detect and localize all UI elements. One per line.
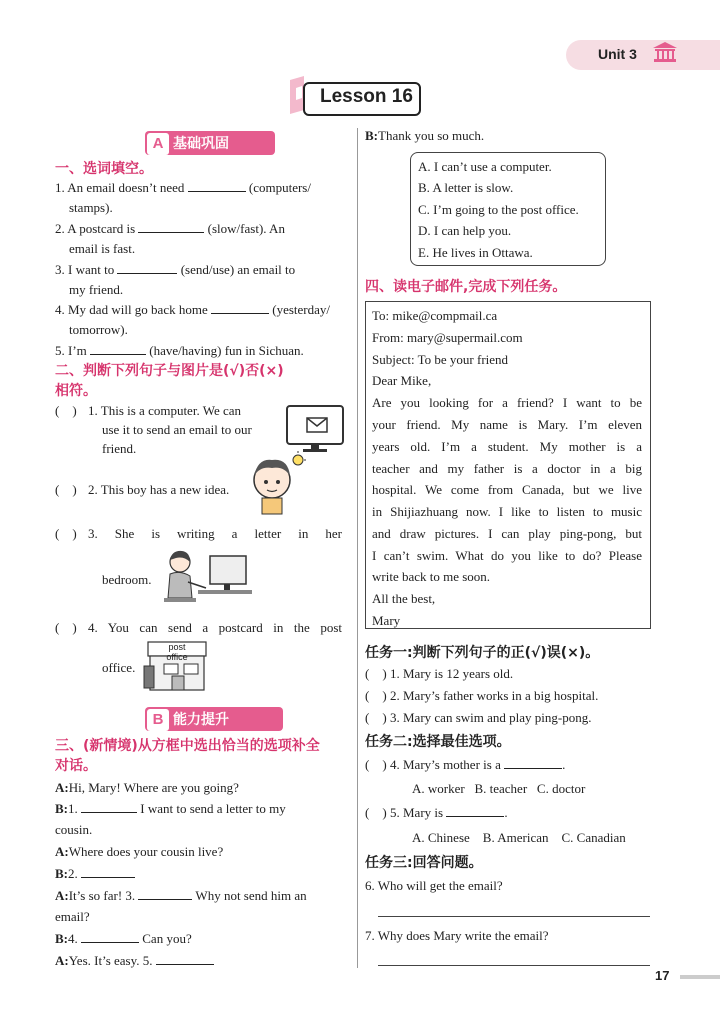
email-line: Mary (372, 613, 401, 628)
task2-title: 任务二:选择最佳选项。 (365, 734, 511, 750)
p1-q3-line1: 3. I want to (send/use) an email to (55, 262, 296, 277)
p1-q2-line1: 2. A postcard is (slow/fast). An (55, 221, 285, 236)
email-line: your friend. My name is Mary. I’m eleven (372, 417, 642, 432)
page-bar (680, 975, 720, 979)
p2-q4-paren: ( ) (55, 620, 77, 635)
section-a-badge (145, 131, 275, 155)
task1-paren: ( ) (365, 688, 387, 703)
lesson-title: Lesson 16 (320, 86, 413, 107)
task1-item-1: 1. Mary is 12 years old. (390, 666, 514, 681)
p1-q5-line1: 5. I’m (have/having) fun in Sichuan. (55, 343, 304, 358)
task1-title: 任务一:判断下列句子的正(√)误(×)。 (365, 645, 600, 661)
task2-q4-options: A. worker B. teacher C. doctor (412, 781, 586, 796)
part3-title-line1: 三、(新情境)从方框中选出恰当的选项补全 (55, 738, 320, 754)
section-a-label: 基础巩固 (173, 135, 229, 151)
dialog-line-8: B:4. Can you? (55, 931, 192, 946)
unit-label: Unit 3 (598, 46, 637, 62)
dialog-line-3: cousin. (55, 822, 93, 837)
p2-q3-paren: ( ) (55, 526, 77, 541)
building-icon (652, 41, 678, 63)
p2-q2-paren: ( ) (55, 482, 77, 497)
part4-title: 四、读电子邮件,完成下列任务。 (365, 279, 567, 295)
dialog-line-7: email? (55, 909, 90, 924)
email-line: years old. I’m a student. My mother is a (372, 439, 642, 454)
p1-q4-line1: 4. My dad will go back home (yesterday/ (55, 302, 330, 317)
p1-q1-line2: stamps). (69, 200, 113, 215)
p2-q4-line1: 4. You can send a postcard in the post (88, 620, 342, 635)
part3-title-line2: 对话。 (55, 758, 97, 774)
task2-q4: 4. Mary’s mother is a . (390, 757, 566, 772)
email-line: and draw pictures. I can play ping-pong, but (372, 526, 642, 541)
task1-paren: ( ) (365, 710, 387, 725)
p1-q2-line2: email is fast. (69, 241, 136, 256)
email-line: in Shijiazhuang now. I like to listen to music (372, 504, 642, 519)
dialog-line-6: A:It’s so far! 3. Why not send him an (55, 888, 307, 903)
section-b-badge (145, 707, 283, 731)
email-line: write back to me soon. (372, 569, 491, 584)
email-line: teacher and my father is a doctor in a big (372, 461, 642, 476)
option-c: C. I’m going to the post office. (418, 202, 579, 217)
p2-q1-paren: ( ) (55, 403, 77, 418)
email-line: Dear Mike, (372, 373, 432, 388)
option-d: D. I can help you. (418, 223, 512, 238)
task2-paren: ( ) (365, 805, 387, 820)
p2-q4-line2: office. (102, 660, 136, 675)
task1-item-3: 3. Mary can swim and play ping-pong. (390, 710, 592, 725)
option-e: E. He lives in Ottawa. (418, 245, 533, 260)
task1-paren: ( ) (365, 666, 387, 681)
answer-line-6 (378, 916, 650, 917)
dialog-right-line: B:Thank you so much. (365, 128, 485, 143)
section-b-label: 能力提升 (173, 711, 229, 727)
p1-q3-line2: my friend. (69, 282, 124, 297)
email-line: From: mary@supermail.com (372, 330, 523, 345)
part1-title: 一、选词填空。 (55, 161, 153, 177)
p2-q3-line2: bedroom. (102, 572, 152, 587)
task2-q5: 5. Mary is . (390, 805, 508, 820)
p1-q1-line1: 1. An email doesn’t need (computers/ (55, 180, 311, 195)
option-b: B. A letter is slow. (418, 180, 514, 195)
p2-q1-line3: friend. (102, 441, 137, 456)
page-number: 17 (655, 968, 670, 983)
email-line: All the best, (372, 591, 436, 606)
section-b-letter: B (147, 709, 169, 731)
p1-q4-line2: tomorrow). (69, 322, 128, 337)
answer-line-7 (378, 965, 650, 966)
task2-q5-options: A. Chinese B. American C. Canadian (412, 830, 626, 845)
option-a: A. I can’t use a computer. (418, 159, 552, 174)
email-line: To: mike@compmail.ca (372, 308, 498, 323)
dialog-line-9: A:Yes. It’s easy. 5. (55, 951, 214, 971)
post-office-sign: post office (166, 642, 188, 662)
task3-q6: 6. Who will get the email? (365, 878, 503, 893)
unit-tab (566, 40, 720, 70)
task1-item-2: 2. Mary’s father works in a big hospital. (390, 688, 599, 703)
computer-monitor-icon (285, 404, 347, 454)
dialog-line-4: A:Where does your cousin live? (55, 844, 224, 859)
p2-q1-line1: 1. This is a computer. We can (88, 403, 241, 418)
email-line: Are you looking for a friend? I want to be (372, 395, 642, 410)
email-line: hospital. We come from Canada, but we live (372, 482, 642, 497)
p2-q2-line1: 2. This boy has a new idea. (88, 482, 230, 497)
dialog-line-2: B:1. I want to send a letter to my (55, 801, 286, 816)
column-divider (357, 128, 358, 968)
email-line: Subject: To be your friend (372, 352, 509, 367)
boy-idea-illustration (246, 450, 308, 516)
task2-paren: ( ) (365, 757, 387, 772)
part2-title-line2: 相符。 (55, 383, 97, 399)
section-a-letter: A (147, 133, 169, 155)
p2-q1-line2: use it to send an email to our (102, 422, 252, 437)
task3-q7: 7. Why does Mary write the email? (365, 928, 549, 943)
girl-at-computer-illustration (158, 546, 254, 612)
dialog-line-5: B:2. (55, 864, 135, 884)
dialog-line-1: A:Hi, Mary! Where are you going? (55, 780, 239, 795)
p2-q3-line1: 3. She is writing a letter in her (88, 526, 342, 541)
part2-title-line1: 二、判断下列句子与图片是(√)否(×) (55, 363, 284, 379)
task3-title: 任务三:回答问题。 (365, 855, 483, 871)
email-line: I can’t swim. What do you like to do? Please (372, 548, 642, 563)
